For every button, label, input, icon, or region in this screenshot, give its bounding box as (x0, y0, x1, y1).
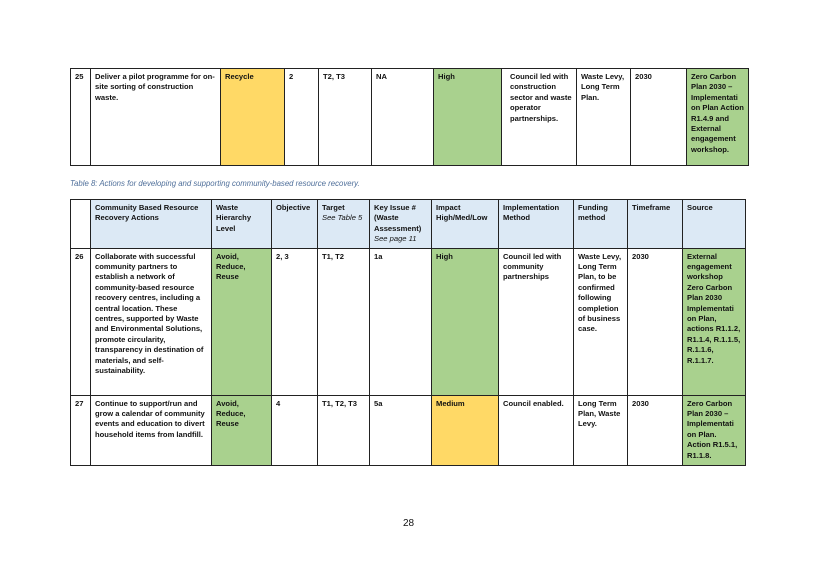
header-target (318, 200, 370, 249)
waste-hierarchy-level: Avoid, Reduce, Reuse (212, 248, 272, 395)
funding-method-cell: Waste Levy, Long Term Plan, to be confirmed following completion of business case. (574, 248, 628, 395)
implementation-method-cell: Council led with community partnerships (499, 248, 574, 395)
timeframe-cell: 2030 (628, 248, 683, 395)
table-8-community-resource-recovery (70, 199, 746, 466)
funding-method-cell: Long Term Plan, Waste Levy. (574, 395, 628, 465)
header-hierarchy: Waste Hierarchy Level (212, 200, 272, 249)
header-target-note: See Table 5 (322, 213, 363, 223)
source-cell: External engagement workshop Zero Carbon Plan 2030 Implementati on Plan, actions R1.1.2, R1.1.4, R.1.1.5, R.1.1.6, R.1.1.7. (683, 248, 746, 395)
header-action: Community Based Resource Recovery Actions (91, 200, 212, 249)
table-continued-row-25 (70, 68, 749, 166)
header-key-issue-note: See page 11 (374, 234, 417, 244)
header-number (71, 200, 91, 249)
source-cell: Zero Carbon Plan 2030 – Implementati on Plan. Action R1.5.1, R1.1.8. (683, 395, 746, 465)
source-cell: Zero Carbon Plan 2030 – Implementati on Plan Action R1.4.9 and External engagement workshop. (687, 69, 749, 166)
objective-cell: 2 (285, 69, 319, 166)
row-number: 25 (71, 69, 91, 166)
table-caption: Table 8: Actions for developing and supporting community-based resource recovery. (70, 179, 360, 188)
impact-cell: High (434, 69, 502, 166)
action-description: Collaborate with successful community partners to establish a network of community-based resource recovery centres, including a central location. These centres, supported by Waste and Environmental Solutions, promote circularity, transparency in destination of materials, and self-sustainability. (91, 248, 212, 395)
waste-hierarchy-level: Recycle (221, 69, 285, 166)
table-row (71, 248, 746, 395)
header-source: Source (683, 200, 746, 249)
implementation-method-cell: Council enabled. (499, 395, 574, 465)
header-objective: Objective (272, 200, 318, 249)
header-impact: Impact High/Med/Low (432, 200, 499, 249)
funding-method-cell: Waste Levy, Long Term Plan. (577, 69, 631, 166)
target-cell: T1, T2 (318, 248, 370, 395)
key-issue-cell: 5a (370, 395, 432, 465)
header-funding: Funding method (574, 200, 628, 249)
header-method: Implementation Method (499, 200, 574, 249)
target-cell: T2, T3 (319, 69, 372, 166)
timeframe-cell: 2030 (631, 69, 687, 166)
impact-cell: Medium (432, 395, 499, 465)
timeframe-cell: 2030 (628, 395, 683, 465)
header-key-issue (370, 200, 432, 249)
objective-cell: 4 (272, 395, 318, 465)
table-row (71, 69, 749, 166)
row-number: 26 (71, 248, 91, 395)
row-number: 27 (71, 395, 91, 465)
key-issue-cell: 1a (370, 248, 432, 395)
target-cell: T1, T2, T3 (318, 395, 370, 465)
implementation-method-cell: Council led with construction sector and waste operator partnerships. (502, 69, 577, 166)
page-number: 28 (402, 518, 415, 529)
impact-cell: High (432, 248, 499, 395)
table-row (71, 395, 746, 465)
action-description: Deliver a pilot programme for on-site sorting of construction waste. (91, 69, 221, 166)
action-description: Continue to support/run and grow a calendar of community events and education to divert household items from landfill. (91, 395, 212, 465)
header-timeframe: Timeframe (628, 200, 683, 249)
objective-cell: 2, 3 (272, 248, 318, 395)
table-header-row (71, 200, 746, 249)
key-issue-cell: NA (372, 69, 434, 166)
waste-hierarchy-level: Avoid, Reduce, Reuse (212, 395, 272, 465)
header-key-issue-label: Key Issue # (Waste Assessment) (374, 203, 422, 233)
header-target-label: Target (322, 203, 345, 212)
